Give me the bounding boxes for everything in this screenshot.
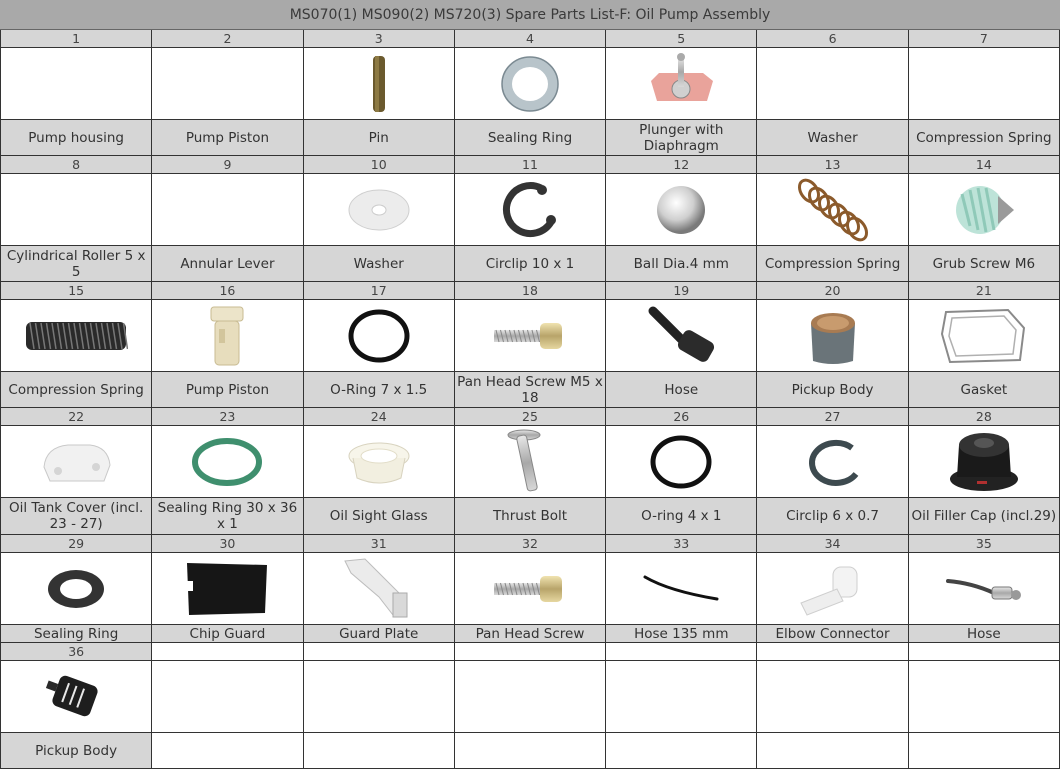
part-number-29: 29 (1, 535, 152, 553)
open-circlip-icon (798, 436, 868, 488)
part-image-31 (304, 553, 455, 625)
tank-cover-icon (38, 437, 114, 487)
gasket-icon (936, 304, 1032, 368)
grub-screw-icon (948, 180, 1020, 240)
part-name-7: Compression Spring (909, 120, 1060, 156)
part-name-21: Gasket (909, 372, 1060, 408)
part-image-13 (757, 174, 908, 246)
part-image-2 (152, 48, 303, 120)
part-number-5: 5 (606, 30, 757, 48)
part-name-24: Oil Sight Glass (304, 498, 455, 535)
sight-glass-icon (343, 434, 415, 490)
part-image-11 (455, 174, 606, 246)
part-name-23: Sealing Ring 30 x 36 x 1 (152, 498, 303, 535)
part-number-19: 19 (606, 282, 757, 300)
part-name-8: Cylindrical Roller 5 x 5 (1, 246, 152, 282)
filler-cap-icon (947, 427, 1021, 497)
part-image-33 (606, 553, 757, 625)
part-image-7 (909, 48, 1060, 120)
spring-black-icon (24, 316, 128, 356)
part-number-3: 3 (304, 30, 455, 48)
part-name-10: Washer (304, 246, 455, 282)
part-image-16 (152, 300, 303, 372)
empty-cell (304, 643, 455, 661)
part-name-9: Annular Lever (152, 246, 303, 282)
part-name-33: Hose 135 mm (606, 625, 757, 643)
empty-cell (757, 661, 908, 733)
empty-cell (757, 643, 908, 661)
part-number-20: 20 (757, 282, 908, 300)
part-number-7: 7 (909, 30, 1060, 48)
part-number-18: 18 (455, 282, 606, 300)
part-name-13: Compression Spring (757, 246, 908, 282)
part-number-30: 30 (152, 535, 303, 553)
guard-plate-icon (339, 553, 419, 625)
part-number-16: 16 (152, 282, 303, 300)
part-number-14: 14 (909, 156, 1060, 174)
part-name-17: O-Ring 7 x 1.5 (304, 372, 455, 408)
part-image-23 (152, 426, 303, 498)
part-name-34: Elbow Connector (757, 625, 908, 643)
part-number-23: 23 (152, 408, 303, 426)
part-image-32 (455, 553, 606, 625)
part-number-35: 35 (909, 535, 1060, 553)
part-image-19 (606, 300, 757, 372)
part-name-36: Pickup Body (1, 733, 152, 769)
part-name-4: Sealing Ring (455, 120, 606, 156)
part-name-31: Guard Plate (304, 625, 455, 643)
empty-cell (304, 733, 455, 769)
part-number-17: 17 (304, 282, 455, 300)
part-number-25: 25 (455, 408, 606, 426)
thrust-bolt-icon (502, 427, 558, 497)
part-image-21 (909, 300, 1060, 372)
part-image-34 (757, 553, 908, 625)
empty-cell (606, 733, 757, 769)
part-number-10: 10 (304, 156, 455, 174)
part-image-25 (455, 426, 606, 498)
screw-icon (490, 319, 570, 353)
empty-cell (757, 733, 908, 769)
part-number-28: 28 (909, 408, 1060, 426)
part-image-14 (909, 174, 1060, 246)
part-image-18 (455, 300, 606, 372)
part-number-31: 31 (304, 535, 455, 553)
washer-icon (344, 185, 414, 235)
part-number-6: 6 (757, 30, 908, 48)
part-name-20: Pickup Body (757, 372, 908, 408)
part-image-26 (606, 426, 757, 498)
pin-icon (364, 53, 394, 115)
part-name-11: Circlip 10 x 1 (455, 246, 606, 282)
part-image-30 (152, 553, 303, 625)
hose-icon (641, 303, 721, 369)
part-name-25: Thrust Bolt (455, 498, 606, 535)
spring-icon (791, 175, 875, 245)
part-name-30: Chip Guard (152, 625, 303, 643)
part-name-18: Pan Head Screw M5 x 18 (455, 372, 606, 408)
part-name-12: Ball Dia.4 mm (606, 246, 757, 282)
hose-fitting-icon (942, 569, 1026, 609)
part-image-27 (757, 426, 908, 498)
part-image-36 (1, 661, 152, 733)
part-image-15 (1, 300, 152, 372)
part-name-16: Pump Piston (152, 372, 303, 408)
screw-icon (490, 572, 570, 606)
empty-cell (909, 733, 1060, 769)
part-number-26: 26 (606, 408, 757, 426)
part-image-1 (1, 48, 152, 120)
part-number-33: 33 (606, 535, 757, 553)
part-image-10 (304, 174, 455, 246)
part-name-28: Oil Filler Cap (incl.29) (909, 498, 1060, 535)
part-number-2: 2 (152, 30, 303, 48)
flat-ring-icon (44, 567, 108, 611)
pump-piston-icon (199, 303, 255, 369)
empty-cell (304, 661, 455, 733)
part-image-12 (606, 174, 757, 246)
part-number-27: 27 (757, 408, 908, 426)
part-number-8: 8 (1, 156, 152, 174)
empty-cell (455, 643, 606, 661)
part-name-1: Pump housing (1, 120, 152, 156)
part-name-32: Pan Head Screw (455, 625, 606, 643)
part-number-12: 12 (606, 156, 757, 174)
ball-icon (654, 183, 708, 237)
part-image-29 (1, 553, 152, 625)
part-image-9 (152, 174, 303, 246)
part-name-6: Washer (757, 120, 908, 156)
part-image-20 (757, 300, 908, 372)
plunger-diaphragm-icon (641, 51, 721, 117)
part-number-34: 34 (757, 535, 908, 553)
empty-cell (606, 643, 757, 661)
part-number-13: 13 (757, 156, 908, 174)
part-image-5 (606, 48, 757, 120)
part-number-24: 24 (304, 408, 455, 426)
part-image-8 (1, 174, 152, 246)
filter-icon (41, 672, 111, 722)
part-number-22: 22 (1, 408, 152, 426)
empty-cell (606, 661, 757, 733)
part-name-19: Hose (606, 372, 757, 408)
parts-grid (0, 30, 1060, 769)
part-image-3 (304, 48, 455, 120)
part-name-3: Pin (304, 120, 455, 156)
empty-cell (152, 661, 303, 733)
part-name-29: Sealing Ring (1, 625, 152, 643)
part-image-17 (304, 300, 455, 372)
empty-cell (152, 643, 303, 661)
part-name-26: O-ring 4 x 1 (606, 498, 757, 535)
part-image-4 (455, 48, 606, 120)
empty-cell (909, 643, 1060, 661)
part-number-1: 1 (1, 30, 152, 48)
circlip-icon (495, 178, 565, 242)
part-number-21: 21 (909, 282, 1060, 300)
part-name-2: Pump Piston (152, 120, 303, 156)
pickup-body-icon (803, 303, 863, 369)
sealing-ring-icon (495, 52, 565, 116)
part-name-14: Grub Screw M6 (909, 246, 1060, 282)
part-name-27: Circlip 6 x 0.7 (757, 498, 908, 535)
part-image-6 (757, 48, 908, 120)
part-name-5: Plunger with Diaphragm (606, 120, 757, 156)
part-number-11: 11 (455, 156, 606, 174)
part-number-4: 4 (455, 30, 606, 48)
chip-guard-icon (179, 557, 275, 621)
part-image-35 (909, 553, 1060, 625)
part-name-35: Hose (909, 625, 1060, 643)
elbow-connector-icon (793, 559, 873, 619)
empty-cell (455, 733, 606, 769)
part-number-9: 9 (152, 156, 303, 174)
part-image-22 (1, 426, 152, 498)
part-image-24 (304, 426, 455, 498)
empty-cell (152, 733, 303, 769)
page-title: MS070(1) MS090(2) MS720(3) Spare Parts List-F: Oil Pump Assembly (0, 0, 1060, 30)
part-number-36: 36 (1, 643, 152, 661)
green-ring-icon (191, 436, 263, 488)
empty-cell (909, 661, 1060, 733)
part-number-15: 15 (1, 282, 152, 300)
part-name-22: Oil Tank Cover (incl. 23 - 27) (1, 498, 152, 535)
part-name-15: Compression Spring (1, 372, 152, 408)
part-image-28 (909, 426, 1060, 498)
o-ring-icon (647, 433, 715, 491)
part-number-32: 32 (455, 535, 606, 553)
empty-cell (455, 661, 606, 733)
o-ring-icon (345, 307, 413, 365)
thin-hose-icon (639, 569, 723, 609)
